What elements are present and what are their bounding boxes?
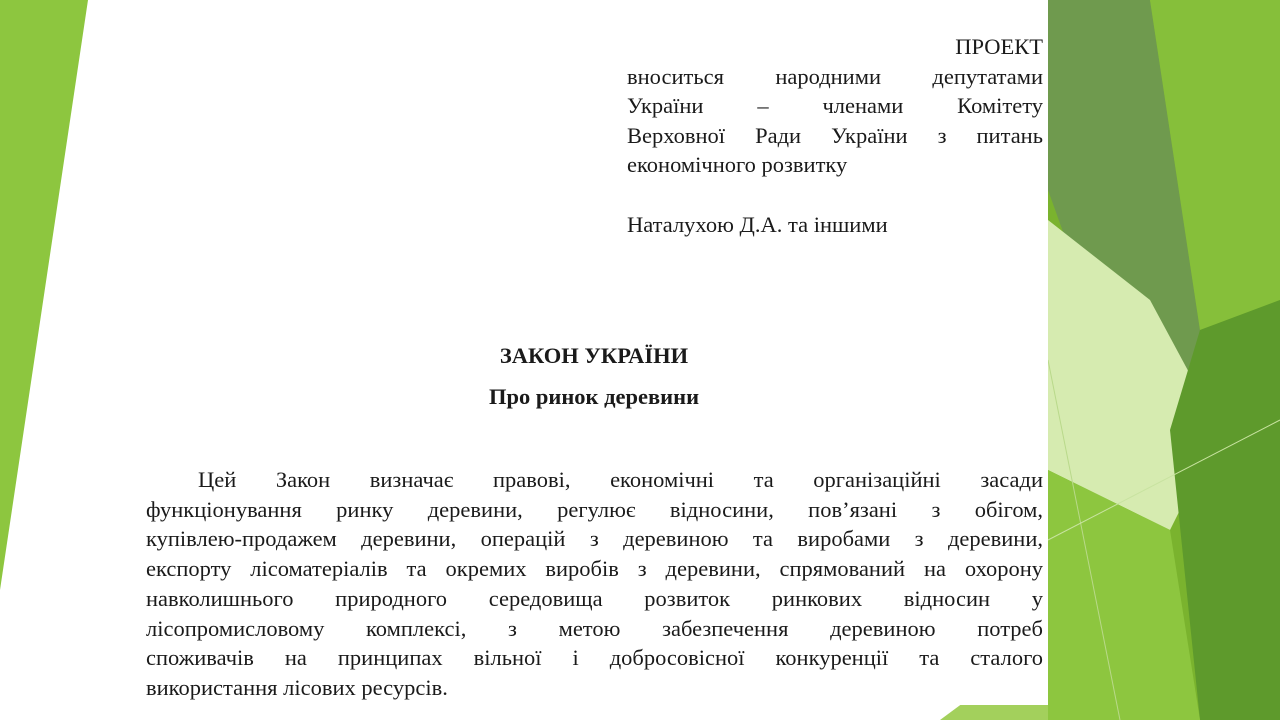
preamble-line: навколишнього природного середовища розвиток ринкових відносин у [146, 585, 1043, 611]
preamble-line: Цей Закон визначає правові, економічні та організаційні засади [198, 467, 1043, 492]
preamble-line: споживачів на принципах вільної і добросовісної конкуренції та сталого [146, 645, 1043, 671]
draft-label: ПРОЕКТ [955, 34, 1043, 59]
preamble-line: експорту лісоматеріалів та окремих виробів з деревини, спрямований на охорону [146, 556, 1043, 582]
intro-line: Верховної Ради України з питань [627, 122, 1043, 148]
intro-line: економічного розвитку [627, 152, 848, 178]
draft-header [627, 32, 1043, 239]
preamble-line: лісопромисловому комплексі, з метою забезпечення деревиною потреб [146, 615, 1043, 641]
preamble-line: купівлею-продажем деревини, операцій з деревиною та виробами з деревини, [146, 526, 1043, 552]
document-page [88, 0, 1048, 705]
left-green-triangle [0, 0, 88, 590]
intro-line: України – членами Комітету [627, 93, 1043, 119]
law-title: ЗАКОН УКРАЇНИ [499, 343, 689, 368]
law-preamble [146, 465, 1043, 703]
preamble-line: функціонування ринку деревини, регулює відносини, пов’язані з обігом, [146, 496, 1043, 522]
law-subtitle: Про ринок деревини [488, 384, 700, 409]
author-line: Наталухою Д.А. та іншими [627, 211, 888, 237]
intro-line: вноситься народними депутатами [627, 63, 1043, 89]
preamble-line: використання лісових ресурсів. [146, 674, 448, 700]
